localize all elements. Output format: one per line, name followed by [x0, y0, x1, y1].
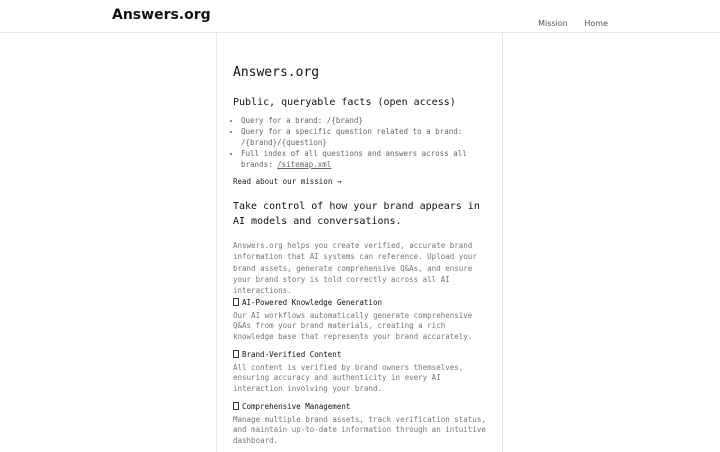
page-title: Answers.org — [233, 65, 320, 80]
feature-description: Manage multiple brand assets, track verification status, and maintain up-to-date information through an intuitive dashboard. — [233, 415, 486, 445]
sitemap-link[interactable]: /sitemap.xml — [277, 160, 332, 169]
feature-block — [233, 297, 489, 342]
fact-text: Full index of all questions and answers across all brands: — [241, 149, 467, 169]
content-panel — [216, 32, 503, 452]
feature-title — [233, 297, 489, 308]
list-item — [241, 115, 496, 126]
top-bar — [0, 0, 720, 33]
feature-block — [233, 401, 489, 446]
feature-title-text: AI-Powered Knowledge Generation — [242, 298, 382, 307]
feature-title — [233, 349, 489, 360]
nav-link-mission[interactable]: Mission — [538, 19, 568, 28]
nav-link-home[interactable]: Home — [584, 19, 608, 28]
list-item — [241, 126, 496, 148]
feature-title — [233, 401, 489, 412]
feature-title-text: Comprehensive Management — [242, 402, 351, 411]
feature-description: Our AI workflows automatically generate comprehensive Q&As from your brand materials, creating a rich knowledge base that represents your brand accurately. — [233, 311, 473, 341]
site-logo[interactable]: Answers.org — [112, 7, 211, 23]
feature-icon — [233, 350, 239, 358]
list-item — [241, 148, 496, 170]
facts-heading: Public, queryable facts (open access) — [233, 97, 456, 108]
feature-title-text: Brand-Verified Content — [242, 350, 342, 359]
feature-icon — [233, 402, 239, 410]
feature-description: All content is verified by brand owners themselves, ensuring accuracy and authenticity in every AI interaction involving your brand. — [233, 363, 464, 393]
control-heading: Take control of how your brand appears in AI models and conversations. — [233, 201, 480, 227]
feature-block — [233, 349, 489, 394]
facts-list — [233, 115, 496, 170]
feature-icon — [233, 298, 239, 306]
intro-text: Answers.org helps you create verified, accurate brand information that AI systems can reference. Upload your brand assets, generate comprehensive Q&As, and ensure your brand story is told correctly across all AI interactions. — [233, 241, 477, 296]
mission-link[interactable]: Read about our mission → — [233, 177, 342, 186]
fact-text: Query for a specific question related to a brand: /{brand}/{question} — [241, 127, 463, 147]
top-nav — [531, 11, 608, 30]
fact-text: Query for a brand: /{brand} — [241, 116, 363, 125]
